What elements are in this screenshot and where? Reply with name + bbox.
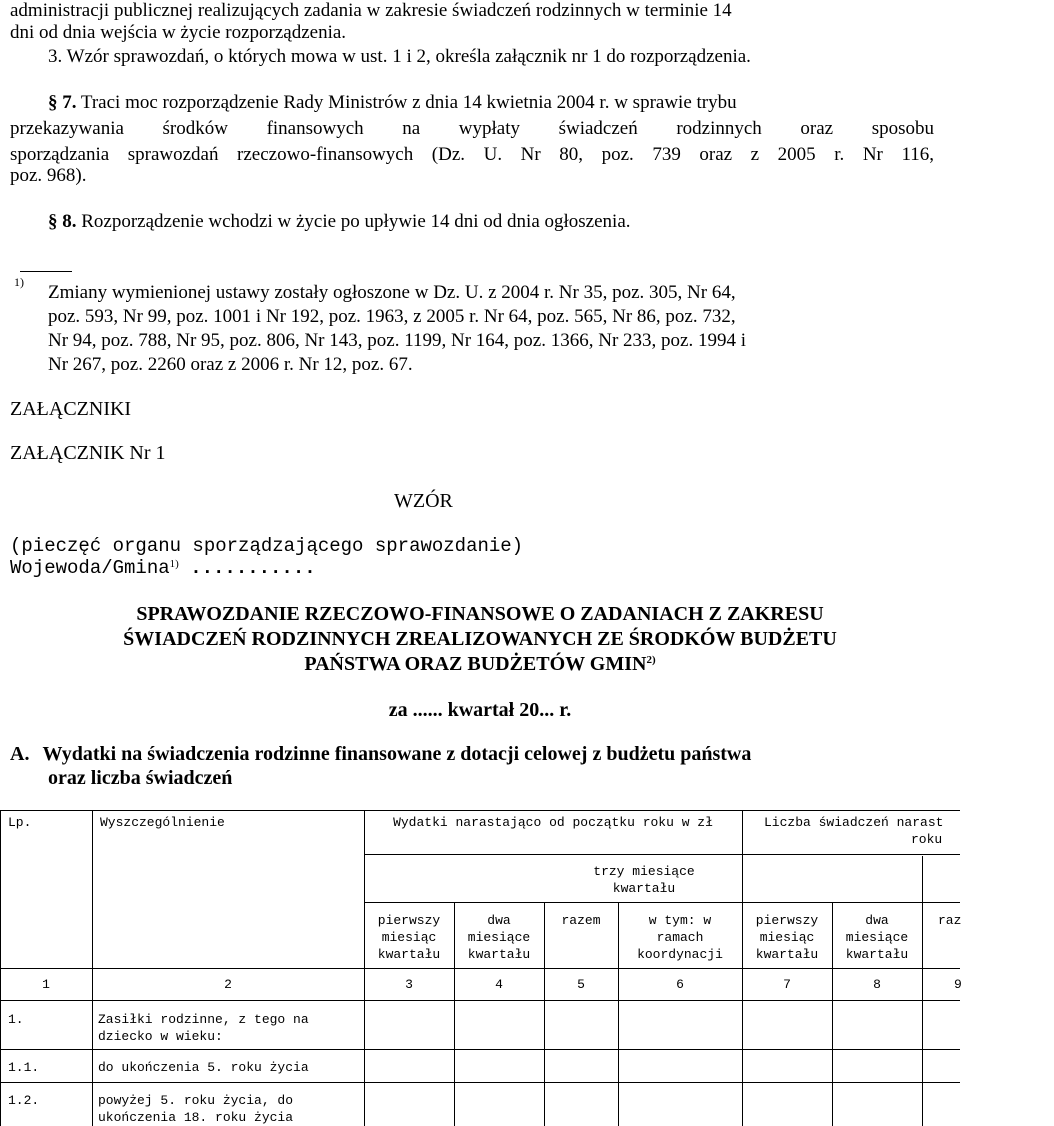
subheader-first-month-expenses — [364, 912, 454, 963]
column-number: 2 — [224, 977, 232, 992]
table-rule-under-header — [0, 968, 960, 969]
attachments-heading: ZAŁĄCZNIKI — [10, 398, 132, 420]
paragraph-8-number: § 8. — [48, 211, 77, 232]
column-number: 5 — [577, 977, 585, 992]
template-label: WZÓR — [394, 490, 453, 512]
subheader-text: kwartału — [377, 947, 441, 962]
row-description-line: ukończenia 18. roku życia — [98, 1110, 294, 1125]
subheader-first-month-count — [742, 912, 832, 963]
voivode-commune-label: Wojewoda/Gmina — [10, 557, 170, 579]
paragraph-8 — [48, 209, 631, 235]
subheader-text: miesiąc — [381, 930, 437, 945]
paragraph-7-first-line — [48, 90, 737, 116]
table-row-lp: 1. — [8, 1012, 24, 1027]
footnote-line-3: Nr 94, poz. 788, Nr 95, poz. 806, Nr 143, poz. 1199, Nr 164, poz. 1366, Nr 233, poz. 1994 i — [48, 330, 746, 351]
column-number: 8 — [873, 977, 881, 992]
section-a-title-1: Wydatki na świadczenia rodzinne finansowane z dotacji celowej z budżetu państwa — [42, 743, 752, 765]
subheader-text: dwa — [487, 913, 511, 928]
footnote-line-1: Zmiany wymienionej ustawy zostały ogłoszone w Dz. U. z 2004 r. Nr 35, poz. 305, Nr 64, — [48, 282, 736, 303]
table-rule-under-groups — [364, 854, 960, 855]
header-lp: Lp. — [8, 815, 32, 830]
header-three-months-1: trzy miesiące — [593, 864, 695, 879]
table-vline-8 — [922, 856, 923, 1126]
subheader-text: kwartału — [467, 947, 531, 962]
subheader-text: ramach — [656, 930, 704, 945]
stamp-placeholder: (pieczęć organu sporządzającego sprawozdanie) — [10, 535, 524, 557]
report-title-line-1: SPRAWOZDANIE RZECZOWO-FINANSOWE O ZADANIACH Z ZAKRESU — [136, 603, 824, 625]
table-vline-6 — [742, 810, 743, 1126]
subheader-text: kwartału — [755, 947, 819, 962]
subheader-text: miesiąc — [759, 930, 815, 945]
header-count-line-1: Liczba świadczeń narast — [764, 815, 944, 830]
row-description-line: powyżej 5. roku życia, do — [98, 1093, 294, 1108]
subheader-total-expenses: razem — [561, 913, 601, 928]
column-number: 4 — [495, 977, 503, 992]
column-number: 7 — [783, 977, 791, 992]
footnote-mark: 1) — [14, 275, 24, 289]
column-number: 9 — [954, 977, 962, 992]
column-number: 6 — [676, 977, 684, 992]
table-row-description — [98, 1092, 293, 1126]
row-description-line: dziecko w wieku: — [98, 1029, 223, 1044]
section-a-line-1 — [10, 741, 751, 767]
intro-line-3: 3. Wzór sprawozdań, o których mowa w ust. 1 i 2, określa załącznik nr 1 do rozporządzenia. — [48, 46, 751, 67]
intro-line-2: dni od dnia wejścia w życie rozporządzenia. — [10, 22, 347, 43]
subheader-text: pierwszy — [755, 913, 819, 928]
subheader-total-count: raz — [938, 913, 962, 928]
footnote-line-4: Nr 267, poz. 2260 oraz z 2006 r. Nr 12, poz. 67. — [48, 354, 413, 375]
column-number: 1 — [42, 977, 50, 992]
table-vline-1 — [92, 810, 93, 1126]
subheader-two-months-expenses — [454, 912, 544, 963]
table-vline-4 — [544, 902, 545, 1126]
report-title-line-3-text: PAŃSTWA ORAZ BUDŻETÓW GMIN — [304, 653, 647, 675]
report-title-footnote: 2) — [646, 654, 656, 666]
paragraph-7-text-1: Traci moc rozporządzenie Rady Ministrów z dnia 14 kwietnia 2004 r. w sprawie trybu — [80, 92, 737, 113]
table-row-lp: 1.1. — [8, 1060, 40, 1075]
header-description: Wyszczególnienie — [100, 815, 225, 830]
subheader-text: pierwszy — [377, 913, 441, 928]
intro-line-1: administracji publicznej realizujących zadania w zakresie świadczeń rodzinnych w terminie 14 — [10, 0, 732, 21]
voivode-commune-dots: ........... — [190, 557, 316, 579]
table-rule-top — [0, 810, 960, 811]
subheader-text: w tym: w — [648, 913, 712, 928]
table-row-lp: 1.2. — [8, 1093, 40, 1108]
footnote-line-2: poz. 593, Nr 99, poz. 1001 i Nr 192, poz. 1963, z 2005 r. Nr 64, poz. 565, Nr 86, poz. 732, — [48, 306, 736, 327]
table-vline-2 — [364, 810, 365, 1126]
report-title-line-3 — [0, 651, 960, 677]
paragraph-7-text-2: przekazywania środków finansowych na wypłaty świadczeń rodzinnych oraz sposobu — [10, 118, 934, 139]
voivode-commune-line — [10, 556, 316, 580]
paragraph-8-text: Rozporządzenie wchodzi w życie po upływie 14 dni od dnia ogłoszenia. — [81, 211, 631, 232]
subheader-coordination — [618, 912, 742, 963]
section-a-label: A. — [10, 743, 30, 765]
row-description-line: Zasiłki rodzinne, z tego na — [98, 1012, 309, 1027]
subheader-text: dwa — [865, 913, 889, 928]
paragraph-7-text-4: poz. 968). — [10, 165, 87, 186]
section-a-title-2: oraz liczba świadczeń — [48, 767, 233, 789]
subheader-two-months-count — [832, 912, 922, 963]
subheader-text: koordynacji — [637, 947, 723, 962]
report-title-line-2: ŚWIADCZEŃ RODZINNYCH ZREALIZOWANYCH ZE ŚRODKÓW BUDŻETU — [123, 628, 837, 650]
voivode-commune-footnote: 1) — [169, 558, 179, 570]
table-vline-0 — [0, 810, 1, 1126]
header-three-months-2: kwartału — [612, 881, 676, 896]
table-row-description — [98, 1011, 309, 1045]
table-rule-row-2 — [0, 1082, 960, 1083]
attachment-title: ZAŁĄCZNIK Nr 1 — [10, 442, 166, 464]
subheader-text: miesiące — [467, 930, 531, 945]
header-expenses: Wydatki narastająco od początku roku w zł — [393, 815, 713, 830]
report-period: za ...... kwartał 20... r. — [388, 699, 572, 721]
subheader-text: kwartału — [845, 947, 909, 962]
paragraph-7-number: § 7. — [48, 92, 77, 113]
header-count-line-2: roku — [911, 832, 943, 847]
footnote-separator — [20, 271, 72, 272]
table-rule-row-1 — [0, 1049, 960, 1050]
subheader-text: miesiące — [845, 930, 909, 945]
column-number: 3 — [405, 977, 413, 992]
paragraph-7-text-3: sporządzania sprawozdań rzeczowo-finansowych (Dz. U. Nr 80, poz. 739 oraz z 2005 r. Nr 116, — [10, 144, 934, 165]
table-rule-under-numbers — [0, 1000, 960, 1001]
table-row-description: do ukończenia 5. roku życia — [98, 1060, 309, 1075]
